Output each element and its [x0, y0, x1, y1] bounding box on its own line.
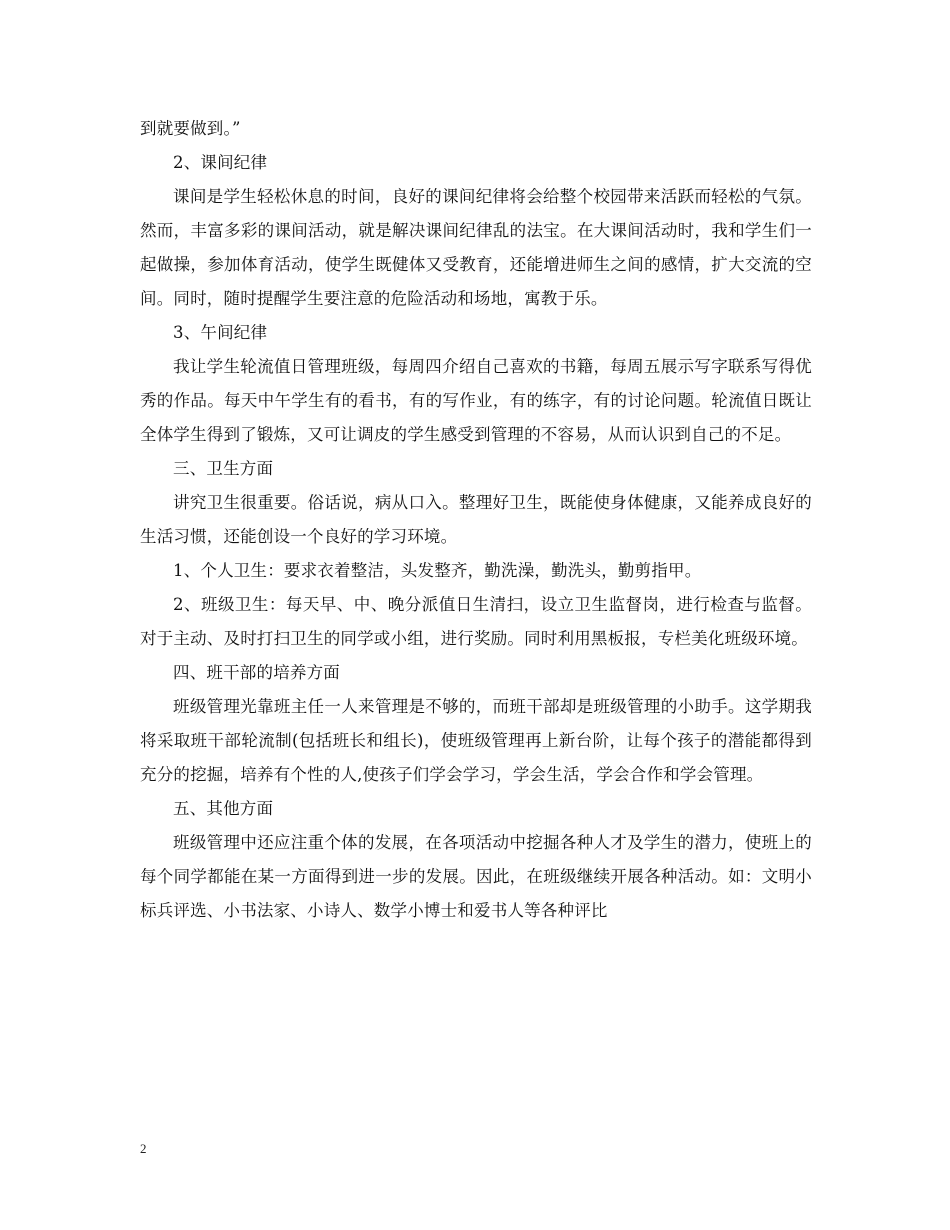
paragraph-noon-discipline: 我让学生轮流值日管理班级，每周四介绍自己喜欢的书籍，每周五展示写字联系写得优秀的作品。每天中午学生有的看书，有的写作业，有的练字，有的讨论问题。轮流值日既让全体学生得到了锻炼，又可让调皮的学生感受到管理的不容易，从而认识到自己的不足。	[140, 357, 812, 444]
heading-class-cadre: 四、班干部的培养方面	[173, 663, 340, 682]
heading-other-aspects: 五、其他方面	[173, 799, 274, 818]
paragraph-hygiene-intro: 讲究卫生很重要。俗话说，病从口入。整理好卫生，既能使身体健康，又能养成良好的生活习惯，还能创设一个良好的学习环境。	[140, 493, 812, 546]
document-body	[140, 112, 812, 928]
page-number: 2	[140, 1141, 147, 1156]
paragraph-break-discipline: 课间是学生轻松休息的时间，良好的课间纪律将会给整个校园带来活跃而轻松的气氛。然而，丰富多彩的课间活动，就是解决课间纪律乱的法宝。在大课间活动时，我和学生们一起做操，参加体育活动，使学生既健体又受教育，还能增进师生之间的感情，扩大交流的空间。同时，随时提醒学生要注意的危险活动和场地，寓教于乐。	[140, 187, 812, 308]
paragraph-class-cadre: 班级管理光靠班主任一人来管理是不够的，而班干部却是班级管理的小助手。这学期我将采取班干部轮流制(包括班长和组长)，使班级管理再上新台阶，让每个孩子的潜能都得到充分的挖掘，培养有个性的人,使孩子们学会学习，学会生活，学会合作和学会管理。	[140, 697, 812, 784]
paragraph-class-hygiene: 2、班级卫生：每天早、中、晚分派值日生清扫，设立卫生监督岗，进行检查与监督。对于主动、及时打扫卫生的同学或小组，进行奖励。同时利用黑板报，专栏美化班级环境。	[140, 595, 812, 648]
heading-hygiene: 三、卫生方面	[173, 459, 274, 478]
paragraph-other-aspects: 班级管理中还应注重个体的发展，在各项活动中挖掘各种人才及学生的潜力，使班上的每个同学都能在某一方面得到进一步的发展。因此，在班级继续开展各种活动。如：文明小标兵评选、小书法家、小诗人、数学小博士和爱书人等各种评比	[140, 833, 812, 920]
heading-noon-discipline: 3、午间纪律	[173, 323, 268, 342]
paragraph-continuation: 到就要做到。”	[140, 119, 241, 138]
heading-break-discipline: 2、课间纪律	[173, 153, 268, 172]
paragraph-personal-hygiene: 1、个人卫生：要求衣着整洁，头发整齐，勤洗澡，勤洗头，勤剪指甲。	[173, 561, 702, 580]
